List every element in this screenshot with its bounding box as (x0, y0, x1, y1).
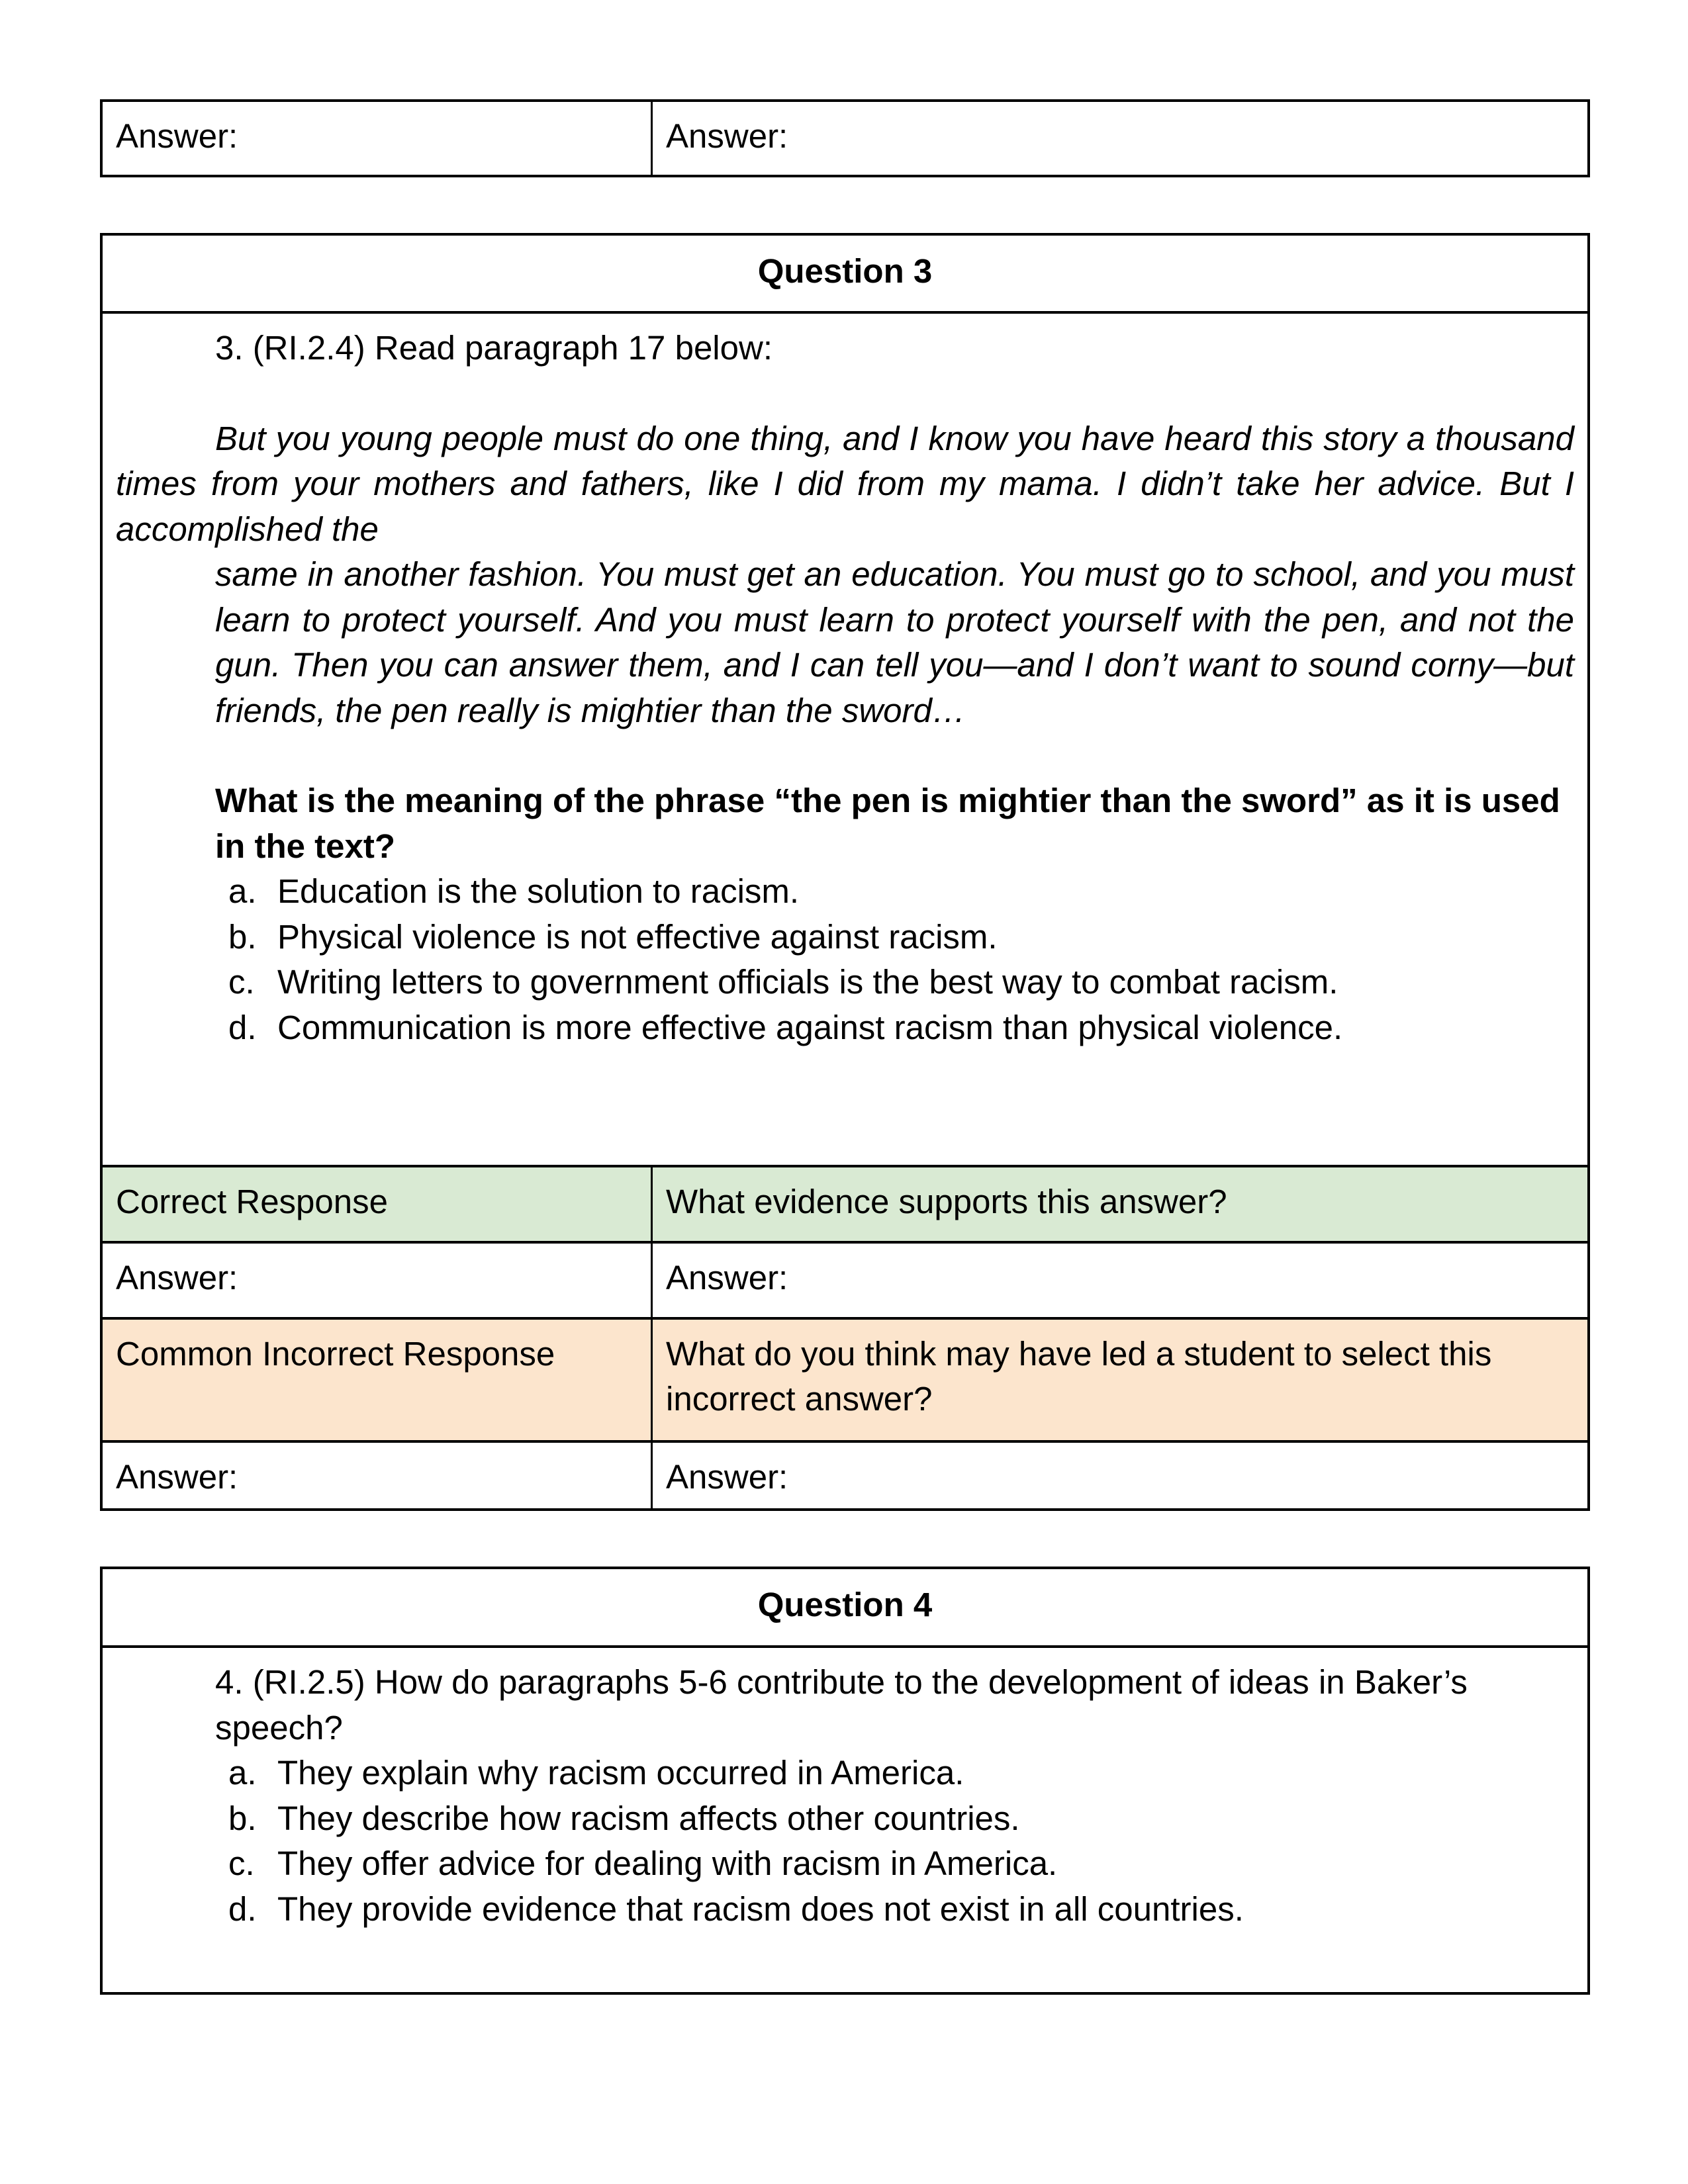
option-d[interactable] (228, 1887, 1574, 1933)
option-letter: c. (228, 1844, 255, 1882)
option-text: Communication is more effective against racism than physical violence. (277, 1008, 1343, 1046)
answer-cell-left[interactable]: Answer: (103, 102, 653, 175)
correct-response-answer[interactable]: Answer: (103, 1244, 653, 1317)
option-a[interactable] (228, 869, 1574, 915)
option-letter: d. (228, 1008, 257, 1046)
option-c[interactable] (228, 1841, 1574, 1887)
option-b[interactable] (228, 915, 1574, 960)
question-4-table (100, 1567, 1590, 1995)
option-text: Education is the solution to racism. (277, 872, 800, 910)
option-text: Writing letters to government officials is the best way to combat racism. (277, 963, 1338, 1001)
incorrect-reason-prompt-label: What do you think may have led a student to select this incorrect answer? (666, 1335, 1492, 1418)
option-text: They explain why racism occurred in America. (277, 1754, 964, 1792)
correct-response-label: Correct Response (103, 1167, 653, 1241)
option-letter: d. (228, 1889, 257, 1928)
incorrect-response-label: Common Incorrect Response (103, 1320, 653, 1440)
option-letter: a. (228, 872, 257, 910)
question-3-body (103, 314, 1587, 1165)
option-c[interactable] (228, 960, 1574, 1005)
correct-response-header-row (103, 1165, 1587, 1241)
question-4-options (116, 1751, 1574, 1932)
passage-paragraph-17-part1: But you young people must do one thing, and I know you have heard this story a thousand times from your mothers and fathers, like I did from my mama. I didn’t take her advice. But I accomplished the (116, 419, 1574, 548)
question-3-options (116, 869, 1574, 1050)
question-3-stem: What is the meaning of the phrase “the pen is mightier than the sword” as it is used in the text? (215, 782, 1560, 865)
option-a[interactable] (228, 1751, 1574, 1796)
option-letter: c. (228, 963, 255, 1001)
previous-answer-table (100, 99, 1590, 177)
option-text: They describe how racism affects other countries. (277, 1799, 1020, 1837)
option-b[interactable] (228, 1796, 1574, 1842)
evidence-prompt-label: What evidence supports this answer? (666, 1183, 1227, 1220)
option-text: Physical violence is not effective against racism. (277, 917, 998, 956)
question-3-title: Question 3 (757, 252, 933, 290)
passage-paragraph-17-part2: same in another fashion. You must get an education. You must go to school, and you must learn to protect yourself. And you must learn to protect yourself with the pen, and not the gun. Then you can answer them, and I can tell you—and I don’t want to sound corny—but friends, the pen really is mightier than the sword… (215, 555, 1574, 729)
option-letter: a. (228, 1754, 257, 1792)
incorrect-response-answer-row (103, 1440, 1587, 1511)
incorrect-response-header-row (103, 1317, 1587, 1440)
question-3-table (100, 233, 1590, 1511)
question-3-prompt: 3. (RI.2.4) Read paragraph 17 below: (215, 329, 773, 367)
incorrect-reason-answer[interactable]: Answer: (666, 1458, 788, 1496)
answer-cell-right[interactable]: Answer: (666, 117, 788, 155)
question-4-prompt: 4. (RI.2.5) How do paragraphs 5-6 contribute to the development of ideas in Baker’s speech? (215, 1663, 1468, 1747)
option-text: They offer advice for dealing with racism in America. (277, 1844, 1058, 1882)
correct-response-answer-row (103, 1241, 1587, 1317)
option-d[interactable] (228, 1005, 1574, 1051)
incorrect-response-answer[interactable]: Answer: (103, 1443, 653, 1511)
question-4-title: Question 4 (757, 1586, 933, 1623)
option-letter: b. (228, 917, 257, 956)
option-letter: b. (228, 1799, 257, 1837)
question-4-body (103, 1648, 1587, 1992)
evidence-answer[interactable]: Answer: (666, 1259, 788, 1297)
option-text: They provide evidence that racism does not exist in all countries. (277, 1889, 1244, 1928)
